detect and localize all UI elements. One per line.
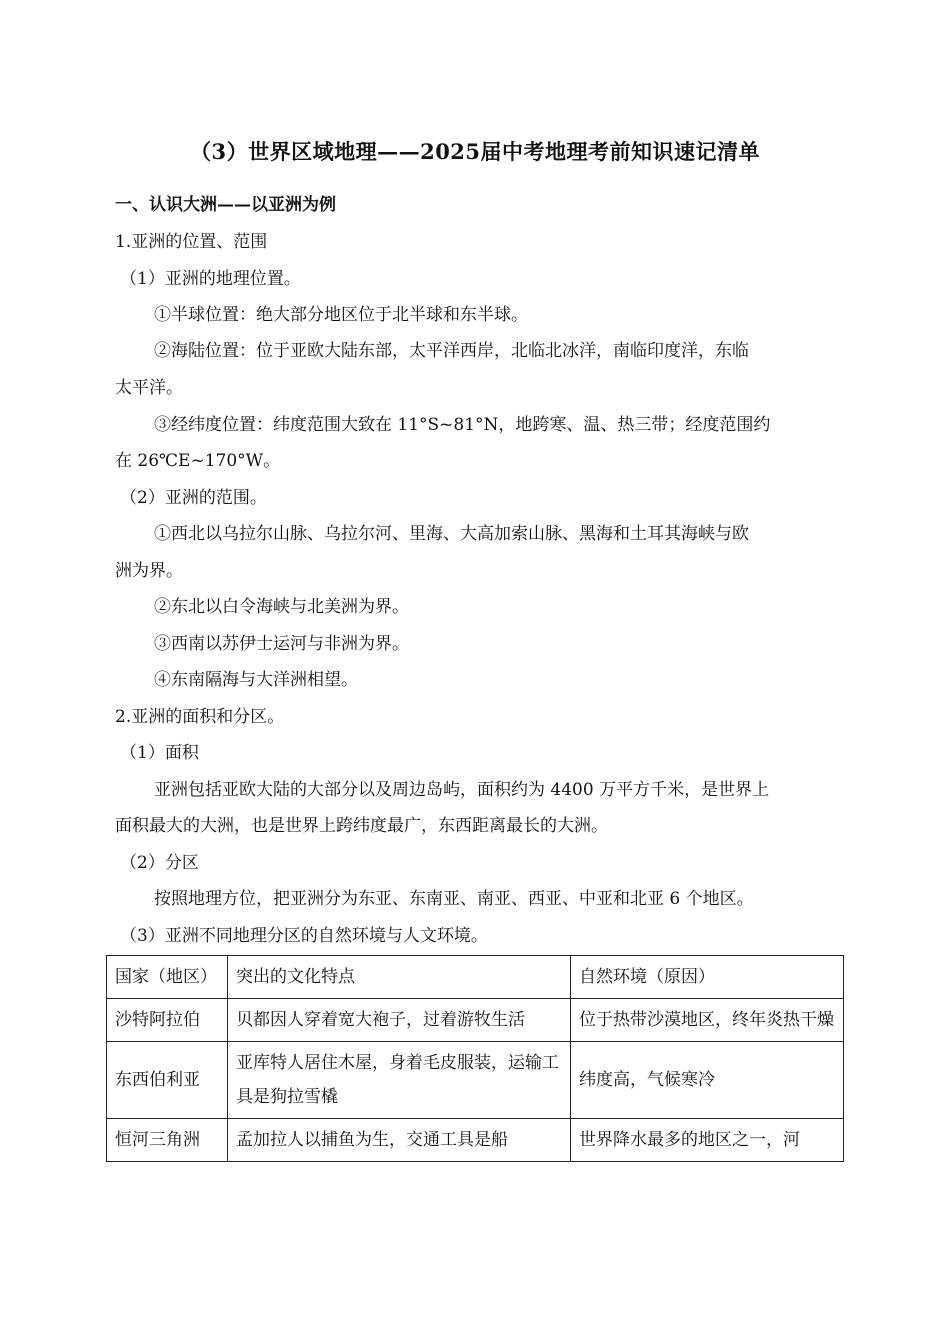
table-header-cell: 自然环境（原因） xyxy=(571,956,844,999)
table-row xyxy=(107,1119,844,1162)
page-title: （3）世界区域地理——2025届中考地理考前知识速记清单 xyxy=(189,139,761,164)
paragraph: ①西北以乌拉尔山脉、乌拉尔河、里海、大高加索山脉、黑海和土耳其海峡与欧 xyxy=(154,524,749,544)
table-header-row xyxy=(107,956,844,999)
paragraph: 面积最大的大洲，也是世界上跨纬度最广，东西距离最长的大洲。 xyxy=(115,816,608,836)
paragraph: （2）亚洲的范围。 xyxy=(120,488,267,508)
table-cell: 贝都因人穿着宽大袍子，过着游牧生活 xyxy=(228,999,571,1042)
table-cell: 东西伯利亚 xyxy=(107,1042,228,1119)
paragraph: （1）亚洲的地理位置。 xyxy=(120,269,301,289)
section-heading: 一、认识大洲——以亚洲为例 xyxy=(115,195,336,215)
table-cell: 世界降水最多的地区之一，河 xyxy=(571,1119,844,1162)
subheading: 1.亚洲的位置、范围 xyxy=(115,232,268,252)
paragraph: 太平洋。 xyxy=(115,378,183,398)
paragraph: 按照地理方位，把亚洲分为东亚、东南亚、南亚、西亚、中亚和北亚 6 个地区。 xyxy=(154,889,754,909)
paragraph: ①半球位置：绝大部分地区位于北半球和东半球。 xyxy=(154,305,528,325)
subheading: 2.亚洲的面积和分区。 xyxy=(115,707,285,727)
paragraph: 亚洲包括亚欧大陆的大部分以及周边岛屿，面积约为 4400 万平方千米，是世界上 xyxy=(154,780,770,800)
table-cell: 沙特阿拉伯 xyxy=(107,999,228,1042)
paragraph: （2）分区 xyxy=(120,853,199,873)
paragraph: ④东南隔海与大洋洲相望。 xyxy=(154,670,358,690)
paragraph: （1）面积 xyxy=(120,743,199,763)
table-header-cell: 突出的文化特点 xyxy=(228,956,571,999)
paragraph: （3）亚洲不同地理分区的自然环境与人文环境。 xyxy=(120,926,488,946)
table-row xyxy=(107,999,844,1042)
table-cell: 亚库特人居住木屋，身着毛皮服装，运输工具是狗拉雪橇 xyxy=(228,1042,571,1119)
table-row xyxy=(107,1042,844,1119)
table-header-cell: 国家（地区） xyxy=(107,956,228,999)
table-cell: 孟加拉人以捕鱼为生，交通工具是船 xyxy=(228,1119,571,1162)
table-cell: 恒河三角洲 xyxy=(107,1119,228,1162)
region-table xyxy=(106,955,844,1162)
paragraph: 洲为界。 xyxy=(115,561,183,581)
paragraph: ②海陆位置：位于亚欧大陆东部，太平洋西岸，北临北冰洋，南临印度洋，东临 xyxy=(154,341,749,361)
table-cell: 位于热带沙漠地区，终年炎热干燥 xyxy=(571,999,844,1042)
paragraph: ③西南以苏伊士运河与非洲为界。 xyxy=(154,634,409,654)
paragraph: ②东北以白令海峡与北美洲为界。 xyxy=(154,597,409,617)
paragraph: 在 26℃E~170°W。 xyxy=(115,451,281,471)
paragraph: ③经纬度位置：纬度范围大致在 11°S~81°N，地跨寒、温、热三带；经度范围约 xyxy=(154,415,771,435)
table-cell: 纬度高，气候寒冷 xyxy=(571,1042,844,1119)
